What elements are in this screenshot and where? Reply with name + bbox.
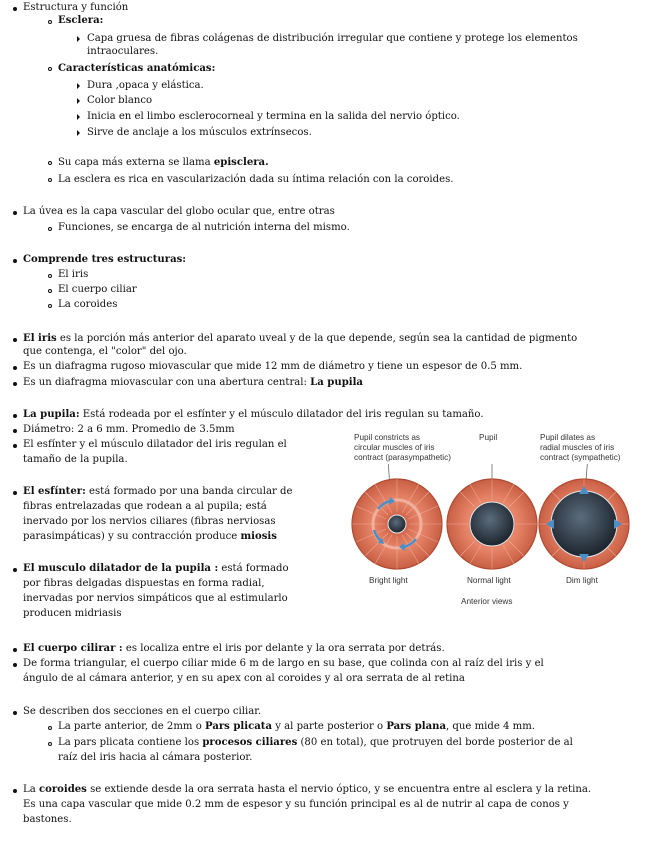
comprende-heading: Comprende tres estructuras: [23,254,187,265]
bullet [13,429,17,433]
iris-line1: El iris es la porción más anterior del aparato uveal y de la que depende, según sea la cantidad de pigmento [23,333,578,344]
dilatador-line3: inervadas por nervios simpáticos que al estimularlo [23,593,288,604]
sub-bullet [48,161,52,165]
bullet [13,7,17,11]
procesos-line2: raíz del iris hacia al cámara posterior. [58,752,253,763]
caract-item: Inicia en el limbo esclerocorneal y termina en la salida del nervio óptico. [87,111,460,122]
esclera-desc-line2: intraoculares. [87,46,159,57]
esfinter-line3: inervado por los nervios ciliares (fibras nerviosas [23,516,276,527]
bullet [13,663,17,667]
caracteristicas-heading: Características anatómicas: [58,63,216,74]
dilatador-line1: El musculo dilatador de la pupila : está formado [23,563,289,574]
esclera-rica-line: La esclera es rica en vascularización dada su íntima relación con la coroides. [58,174,454,185]
bullet [13,648,17,652]
caption-constricts: Pupil constricts as circular muscles of iris contract (parasympathetic) [354,433,451,462]
bullet [13,414,17,418]
forma-line1: De forma triangular, el cuerpo ciliar mide 6 m de largo en su base, que colinda con al raíz del iris y el [23,658,544,669]
bullet [13,568,17,572]
sub-sub-bullet [77,98,80,104]
esclera-desc-line1: Capa gruesa de fibras colágenas de distribución irregular que contiene y protege los elementos [87,33,578,44]
estructura-item: El cuerpo ciliar [58,284,137,295]
dilatador-line2: por fibras delgadas dispuestas en forma radial, [23,578,265,589]
sub-bullet [48,304,52,308]
procesos-line1: La pars plicata contiene los procesos ciliares (80 en total), que protruyen del borde posterior de al [58,737,573,748]
sub-sub-bullet [77,130,80,136]
esfinter-line4: parasimpáticas) y su contracción produce miosis [23,531,277,542]
bullet [13,338,17,342]
caption-dilates: Pupil dilates as radial muscles of iris contract (sympathetic) [540,433,621,462]
bullet [13,789,17,793]
partes-line: La parte anterior, de 2mm o Pars plicata y al parte posterior o Pars plana, que mide 4 mm. [58,721,536,732]
uvea-line: La úvea es la capa vascular del globo ocular que, entre otras [23,206,335,217]
sub-bullet [48,726,52,730]
bullet [13,491,17,495]
pupil-illustration [340,464,640,594]
sub-sub-bullet [77,36,80,42]
coroides-line1: La coroides se extiende desde la ora serrata hasta el nervio óptico, y se encuentra entre al esclera y la retina. [23,784,592,795]
coroides-line2: Es una capa vascular que mide 0.2 mm de espesor y su función principal es al de nutrir al capa de conos y [23,799,569,810]
episclera-line: Su capa más externa se llama episclera. [58,157,269,168]
dilatador-line4: producen midriasis [23,608,122,619]
caract-item: Dura ,opaca y elástica. [87,80,204,91]
label-anterior-views: Anterior views [461,597,513,606]
bullet [13,366,17,370]
regulan-line2: tamaño de la pupila. [23,454,128,465]
bullet [13,444,17,448]
describen-line: Se describen dos secciones en el cuerpo ciliar. [23,706,262,717]
iris-normal-light [447,479,537,569]
label-normal-light: Normal light [467,576,511,585]
iris-bright-light [352,479,442,569]
caract-item: Sirve de anclaje a los músculos extrínsecos. [87,127,312,138]
diafragma-line: Es un diafragma rugoso miovascular que mide 12 mm de diámetro y tiene un espesor de 0.5 mm. [23,361,523,372]
esfinter-line2: fibras entrelazadas que rodean a al pupila; está [23,501,267,512]
estructura-item: La coroides [58,299,118,310]
esfinter-line1: El esfínter: está formado por una banda circular de [23,486,293,497]
label-bright-light: Bright light [369,576,408,585]
estructura-item: El iris [58,269,89,280]
regulan-line1: El esfínter y el músculo dilatador del iris regulan el [23,439,287,450]
esclera-heading: Esclera: [58,15,104,26]
section-title: Estructura y función [23,2,129,13]
sub-bullet [48,274,52,278]
caract-item: Color blanco [87,95,153,106]
coroides-line3: bastones. [23,814,72,825]
label-dim-light: Dim light [566,576,598,585]
iris-dim-light [539,479,629,569]
sub-bullet [48,178,52,182]
forma-line2: ángulo de al cámara anterior, y en su apex con al coroides y al ora serrata de al retina [23,673,465,684]
bullet [13,382,17,386]
sub-bullet [48,67,52,71]
cuerpo-ciliar-line: El cuerpo cilirar : es localiza entre el iris por delante y la ora serrata por detrás. [23,643,445,654]
abertura-line: Es un diafragma miovascular con una abertura central: La pupila [23,377,363,388]
sub-bullet [48,742,52,746]
funciones-line: Funciones, se encarga de al nutrición interna del mismo. [58,222,350,233]
bullet [13,711,17,715]
diametro-line: Diámetro: 2 a 6 mm. Promedio de 3.5mm [23,424,235,435]
bullet [13,259,17,263]
sub-bullet [48,20,52,24]
pupil-figure [340,430,640,610]
bullet [13,211,17,215]
caption-pupil: Pupil [479,433,498,442]
sub-sub-bullet [77,83,80,89]
sub-bullet [48,289,52,293]
iris-line2: que contenga, el "color" del ojo. [23,346,187,357]
sub-sub-bullet [77,114,80,120]
sub-bullet [48,227,52,231]
pupila-line: La pupila: Está rodeada por el esfínter y el músculo dilatador del iris regulan su tamaño. [23,409,484,420]
